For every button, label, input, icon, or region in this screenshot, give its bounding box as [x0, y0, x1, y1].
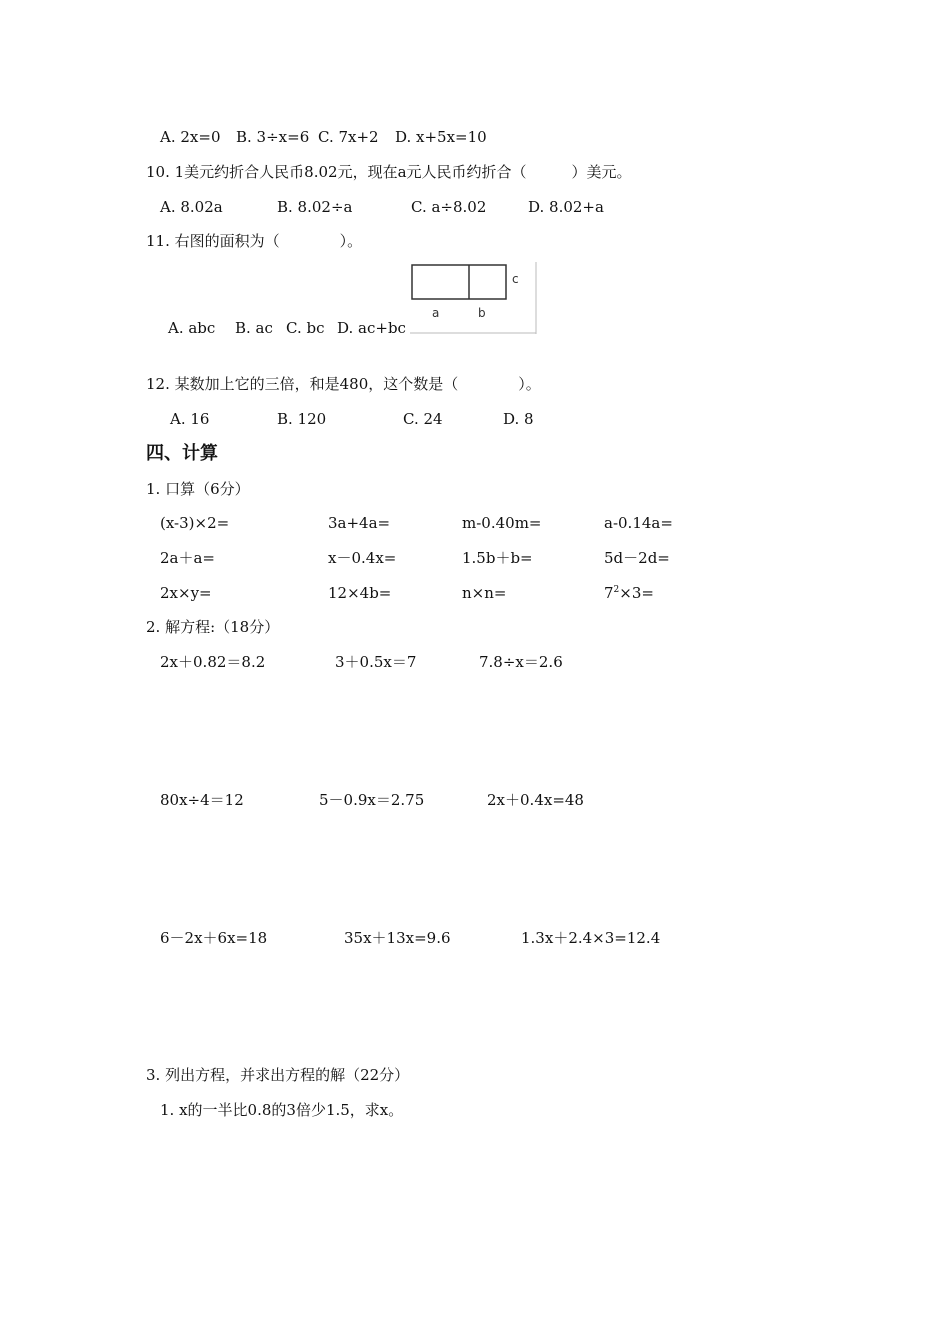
q10-option-a: A. 8.02a	[160, 198, 223, 216]
part1-title: 1. 口算（6分）	[146, 480, 250, 498]
equation: 6－2x＋6x=18	[160, 929, 268, 947]
oral-item: 12×4b=	[328, 584, 392, 602]
q9-option-b: B. 3÷x=6	[236, 128, 310, 146]
q9-option-c: C. 7x+2	[318, 128, 379, 146]
q11-option-b: B. ac	[235, 319, 273, 337]
equation: 2x＋0.82＝8.2	[160, 653, 266, 671]
q12-option-b: B. 120	[277, 410, 327, 428]
equation: 3＋0.5x＝7	[335, 653, 417, 671]
oral-item: a-0.14a=	[604, 514, 673, 532]
equation: 80x÷4＝12	[160, 791, 244, 809]
q10-option-c: C. a÷8.02	[411, 198, 487, 216]
label-c: c	[512, 272, 519, 286]
equation: 7.8÷x＝2.6	[479, 653, 563, 671]
q11-option-c: C. bc	[286, 319, 325, 337]
oral-item: 1.5b＋b=	[462, 549, 533, 567]
q12-option-a: A. 16	[170, 410, 210, 428]
oral-item: 2x×y=	[160, 584, 212, 602]
part2-title: 2. 解方程:（18分）	[146, 618, 280, 636]
oral-item: x－0.4x=	[328, 549, 397, 567]
q9-option-d: D. x+5x=10	[395, 128, 487, 146]
q11-stem: 11. 右图的面积为（ ）。	[146, 232, 363, 250]
q10-option-d: D. 8.02+a	[528, 198, 604, 216]
equation: 2x＋0.4x=48	[487, 791, 584, 809]
equation: 35x＋13x=9.6	[344, 929, 451, 947]
oral-item: (x-3)×2=	[160, 514, 230, 532]
oral-item: m-0.40m=	[462, 514, 542, 532]
oral-item-power: $7^2\times 3=$	[604, 584, 654, 602]
oral-item: 2a＋a=	[160, 549, 215, 567]
oral-item: 5d－2d=	[604, 549, 670, 567]
label-a: a	[432, 306, 440, 320]
oral-item: 3a+4a=	[328, 514, 391, 532]
section-4-title: 四、计算	[146, 443, 218, 464]
rectangle-outline	[412, 265, 506, 299]
q12-option-c: C. 24	[403, 410, 443, 428]
q11-option-a: A. abc	[168, 319, 216, 337]
q10-stem: 10. 1美元约折合人民币8.02元，现在a元人民币约折合（ ）美元。	[146, 163, 632, 181]
word-problem-1: 1. x的一半比0.8的3倍少1.5，求x。	[160, 1101, 404, 1119]
q12-stem: 12. 某数加上它的三倍，和是480，这个数是（ ）。	[146, 375, 541, 393]
q12-option-d: D. 8	[503, 410, 534, 428]
label-b: b	[478, 306, 486, 320]
part3-title: 3. 列出方程，并求出方程的解（22分）	[146, 1066, 410, 1084]
equation: 5－0.9x＝2.75	[319, 791, 425, 809]
q11-rectangle-figure	[410, 262, 538, 334]
q11-option-d: D. ac+bc	[337, 319, 406, 337]
q9-option-a: A. 2x=0	[160, 128, 221, 146]
q10-option-b: B. 8.02÷a	[277, 198, 353, 216]
equation: 1.3x＋2.4×3=12.4	[521, 929, 661, 947]
oral-item: n×n=	[462, 584, 507, 602]
